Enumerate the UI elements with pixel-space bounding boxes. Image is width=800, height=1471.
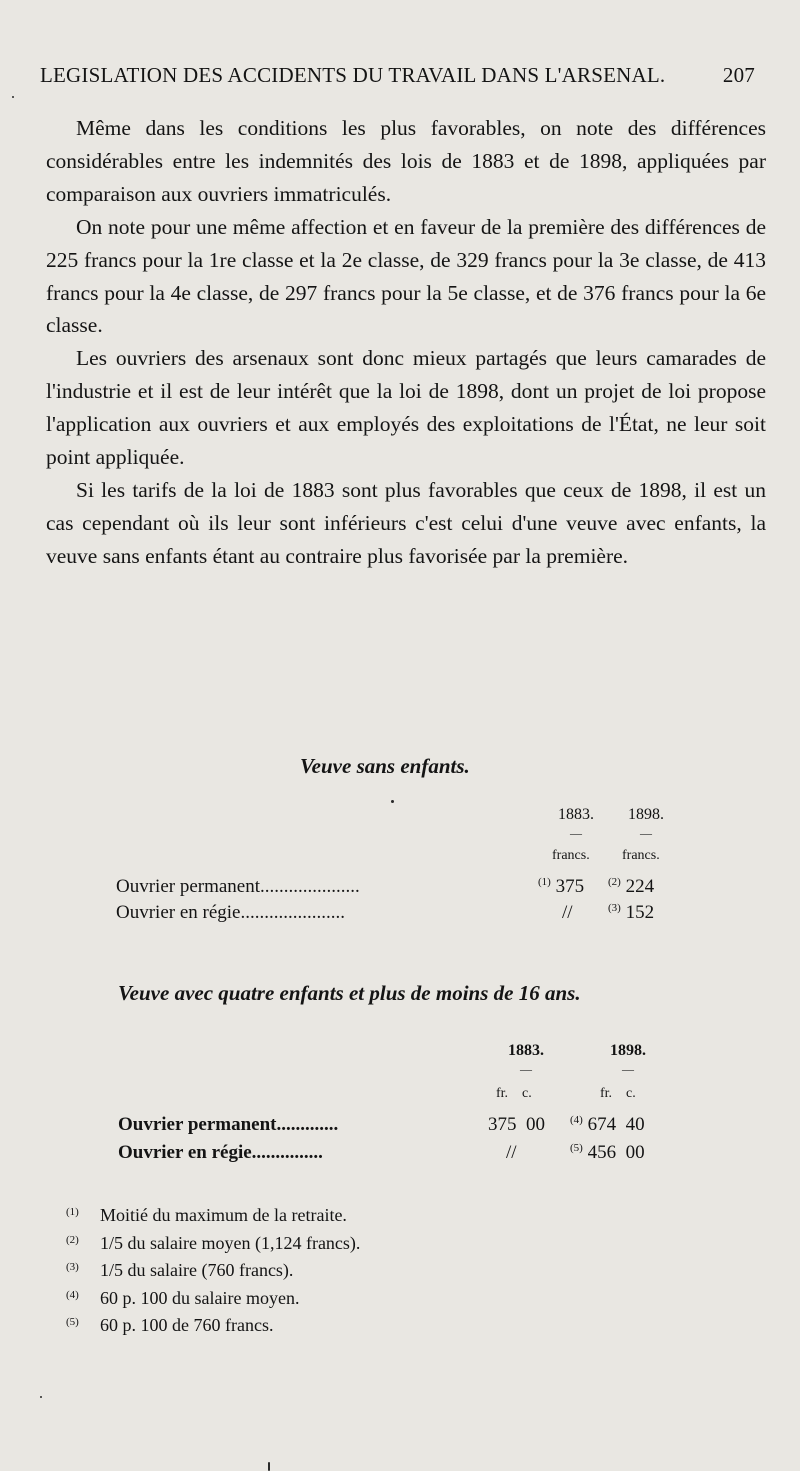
footnote: (5) 60 p. 100 de 760 francs.: [66, 1315, 274, 1335]
footnote-ref: (2): [608, 876, 621, 888]
paragraph: Si les tarifs de la loi de 1883 sont plus favorables que ceux de 1898, il est un cas cependant où ils leur sont inférieurs c'est celui d'une veuve avec enfants, la veuve sans enfants étant au contraire plus favorisée par la première.: [46, 477, 766, 568]
table2-col1-dash: —: [520, 1062, 532, 1076]
table1-col2-year: 1898.: [628, 806, 664, 823]
page-number: 207: [722, 63, 755, 87]
footnote: (3) 1/5 du salaire (760 francs).: [66, 1260, 294, 1280]
table2-col1-year: 1883.: [508, 1042, 544, 1059]
table1-title: Veuve sans enfants.: [300, 754, 470, 778]
footnote-ref: (1): [538, 876, 551, 888]
table2-row-label: Ouvrier permanent.............: [118, 1114, 339, 1135]
table2-col1-unit: fr. c.: [496, 1086, 532, 1101]
scan-speck: [12, 96, 14, 98]
table1-col1-unit: francs.: [552, 848, 590, 863]
footnote: (1) Moitié du maximum de la retraite.: [66, 1205, 347, 1225]
table1-row-value-1883: $^{(1)}$ 375: [538, 876, 585, 897]
table1-row-label: Ouvrier permanent.....................: [116, 876, 360, 897]
table2-row-value-1883: 375 00: [488, 1114, 545, 1135]
table1-col1-dash: —: [570, 826, 582, 840]
table2-row-label: Ouvrier en régie...............: [118, 1142, 323, 1163]
table2-title: Veuve avec quatre enfants et plus de moins de 16 ans.: [118, 981, 581, 1005]
scan-speck: [391, 800, 394, 803]
table1-col1-year: 1883.: [558, 806, 594, 823]
table1-row-value-1883: //: [562, 902, 573, 923]
table2-col2-unit: fr. c.: [600, 1086, 636, 1101]
scan-speck: [40, 1396, 42, 1398]
body-text: [46, 112, 766, 573]
table2-row-value-1898: $^{(5)}$ 456 00: [570, 1142, 645, 1163]
table1-col2-unit: francs.: [622, 848, 660, 863]
footnote-ref: (5): [570, 1142, 583, 1154]
table2-col2-dash: —: [622, 1062, 634, 1076]
paragraph: Même dans les conditions les plus favorables, on note des différences considérables entre les indemnités des lois de 1883 et de 1898, appliquées par comparaison aux ouvriers immatriculés.: [46, 116, 766, 206]
table2-row-value-1883: //: [506, 1142, 517, 1163]
header-title: LEGISLATION DES ACCIDENTS DU TRAVAIL DANS L'ARSENAL.: [40, 63, 666, 87]
table2-col2-year: 1898.: [610, 1042, 646, 1059]
paragraph: On note pour une même affection et en faveur de la première des différences de 225 francs pour la 1re classe et la 2e classe, de 329 francs pour la 3e classe, de 413 francs pour la 4e classe, de 297 francs pour la 5e classe, et de 376 francs pour la 6e classe.: [46, 214, 766, 338]
table1-row-value-1898: $^{(2)}$ 224: [608, 876, 655, 897]
footnote: (2) 1/5 du salaire moyen (1,124 francs).: [66, 1232, 361, 1253]
scan-speck: [268, 1462, 270, 1471]
table1-col2-dash: —: [640, 826, 652, 840]
footnotes: [66, 1202, 360, 1340]
footnote-ref: (3): [608, 902, 621, 914]
footnote: (4) 60 p. 100 du salaire moyen.: [66, 1287, 300, 1308]
table1-row-value-1898: $^{(3)}$ 152: [608, 902, 655, 923]
paragraph: Les ouvriers des arsenaux sont donc mieux partagés que leurs camarades de l'industrie et il est de leur intérêt que la loi de 1898, dont un projet de loi propose l'application aux ouvriers et aux employés des exploitations de l'État, ne leur soit point appliquée.: [46, 346, 766, 470]
footnote-ref: (4): [570, 1114, 583, 1126]
table1-row-label: Ouvrier en régie......................: [116, 902, 345, 923]
table2-row-value-1898: $^{(4)}$ 674 40: [570, 1114, 645, 1135]
